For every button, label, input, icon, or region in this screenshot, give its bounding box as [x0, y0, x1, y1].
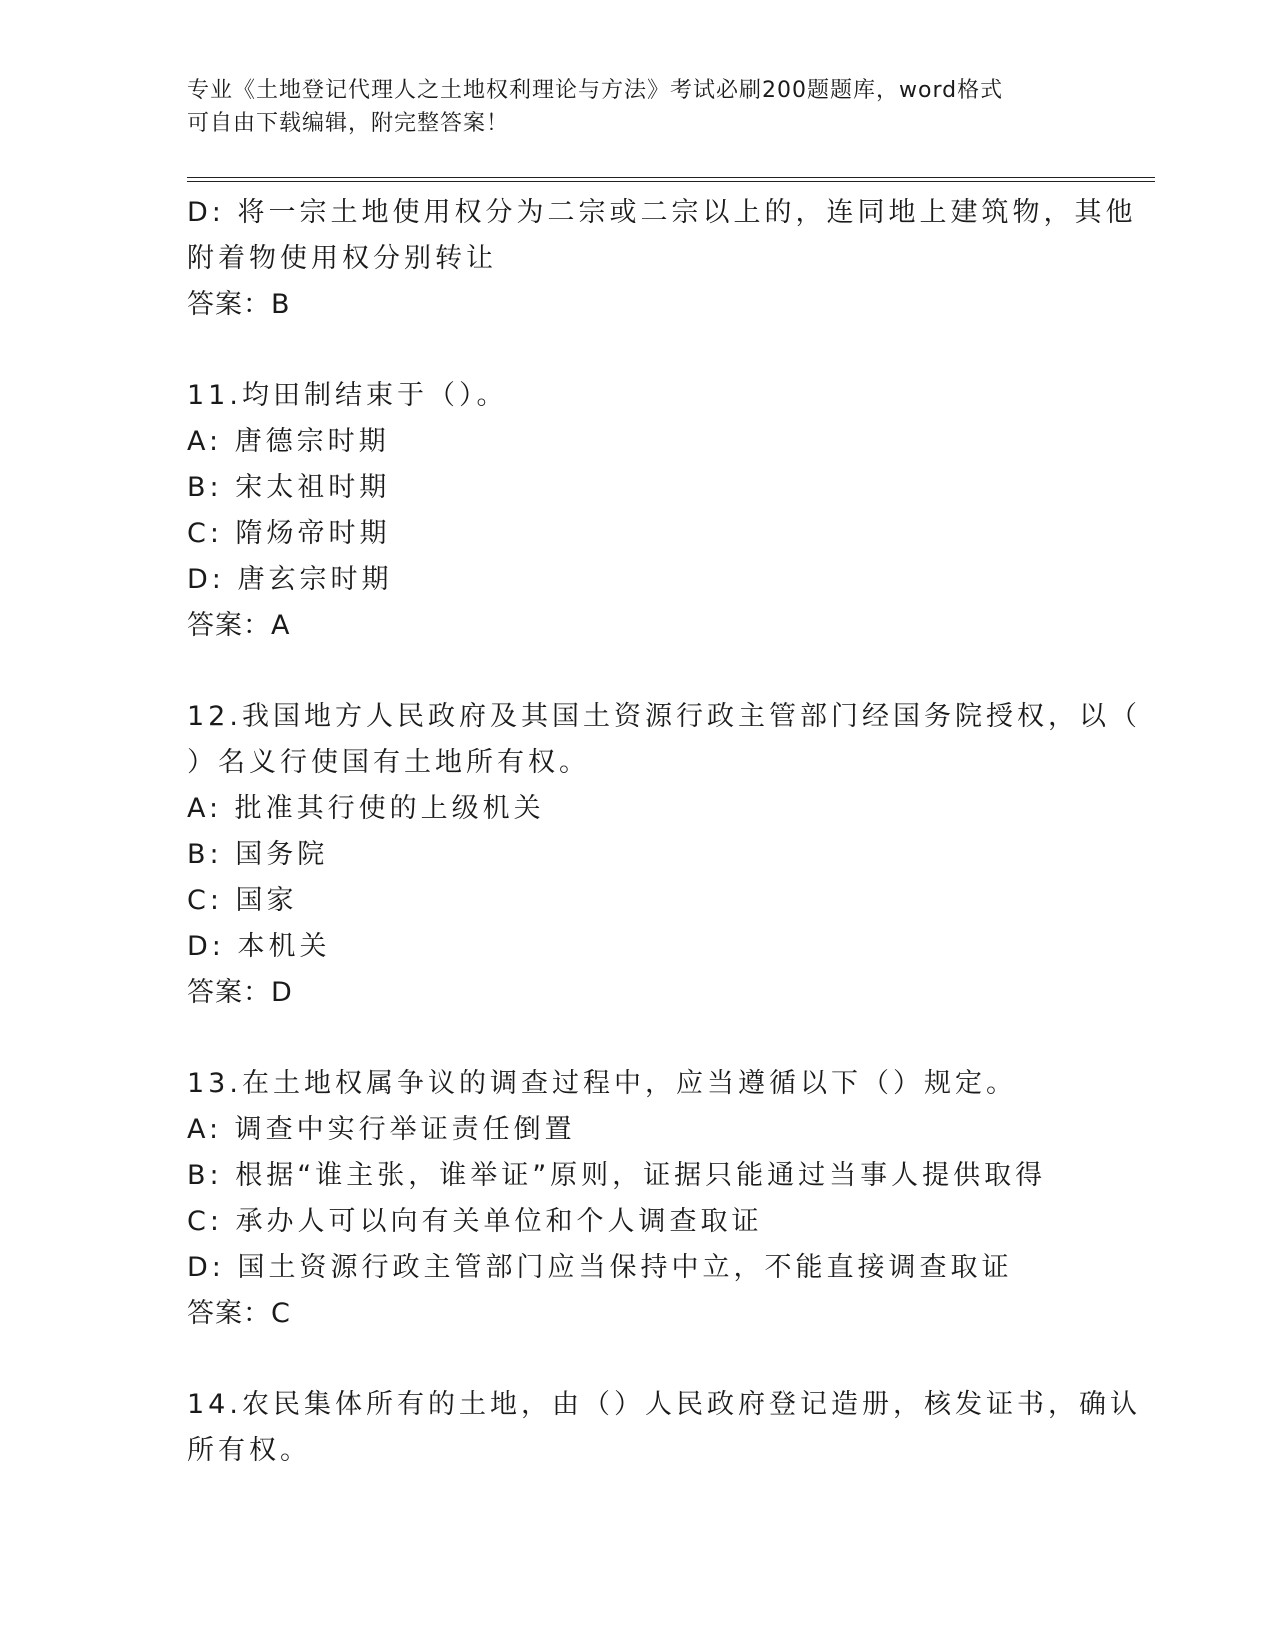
question-11 [187, 373, 1087, 649]
question-stem-line-2: 所有权。 [187, 1435, 311, 1466]
option-a: A: 调查中实行举证责任倒置 [187, 1114, 576, 1145]
option-d: D: 本机关 [187, 931, 331, 962]
question-stem-line-1: 14.农民集体所有的土地，由（）人民政府登记造册，核发证书，确认 [187, 1389, 1141, 1420]
header-title-line-1: 专业《土地登记代理人之土地权利理论与方法》考试必刷200题题库，word格式 [187, 78, 1004, 103]
question-stem: 11.均田制结束于（）。 [187, 380, 508, 411]
option-c: C: 承办人可以向有关单位和个人调查取证 [187, 1206, 763, 1237]
header-divider-top [187, 177, 1155, 178]
option-d: D: 国土资源行政主管部门应当保持中立，不能直接调查取证 [187, 1252, 1013, 1283]
option-c: C: 国家 [187, 885, 298, 916]
question-12 [187, 694, 1141, 1016]
spacer [187, 649, 1087, 694]
spacer [187, 328, 1087, 373]
spacer [187, 1337, 1087, 1382]
option-b: B: 根据“谁主张，谁举证”原则，证据只能通过当事人提供取得 [187, 1160, 1047, 1191]
answer-label: 答案：C [187, 1298, 291, 1329]
question-stem: 13.在土地权属争议的调查过程中，应当遵循以下（）规定。 [187, 1068, 1017, 1099]
option-d-line-1: D: 将一宗土地使用权分为二宗或二宗以上的，连同地上建筑物，其他 [187, 197, 1137, 228]
question-10-tail [187, 190, 1137, 328]
option-d-line-2: 附着物使用权分别转让 [187, 243, 497, 274]
document-header [187, 74, 1087, 140]
option-a: A: 唐德宗时期 [187, 426, 390, 457]
header-title-line-2: 可自由下载编辑，附完整答案！ [187, 111, 510, 136]
answer-label: 答案：A [187, 610, 291, 641]
question-14 [187, 1382, 1141, 1474]
option-c: C: 隋炀帝时期 [187, 518, 391, 549]
answer-label: 答案：B [187, 289, 291, 320]
question-list [187, 190, 1141, 1474]
question-13 [187, 1061, 1087, 1337]
question-stem-line-1: 12.我国地方人民政府及其国土资源行政主管部门经国务院授权，以（ [187, 701, 1141, 732]
header-divider-bottom [187, 181, 1155, 182]
answer-label: 答案：D [187, 977, 293, 1008]
spacer [187, 1016, 1087, 1061]
option-b: B: 国务院 [187, 839, 329, 870]
option-d: D: 唐玄宗时期 [187, 564, 393, 595]
option-b: B: 宋太祖时期 [187, 472, 391, 503]
option-a: A: 批准其行使的上级机关 [187, 793, 545, 824]
question-stem-line-2: ）名义行使国有土地所有权。 [187, 747, 590, 778]
